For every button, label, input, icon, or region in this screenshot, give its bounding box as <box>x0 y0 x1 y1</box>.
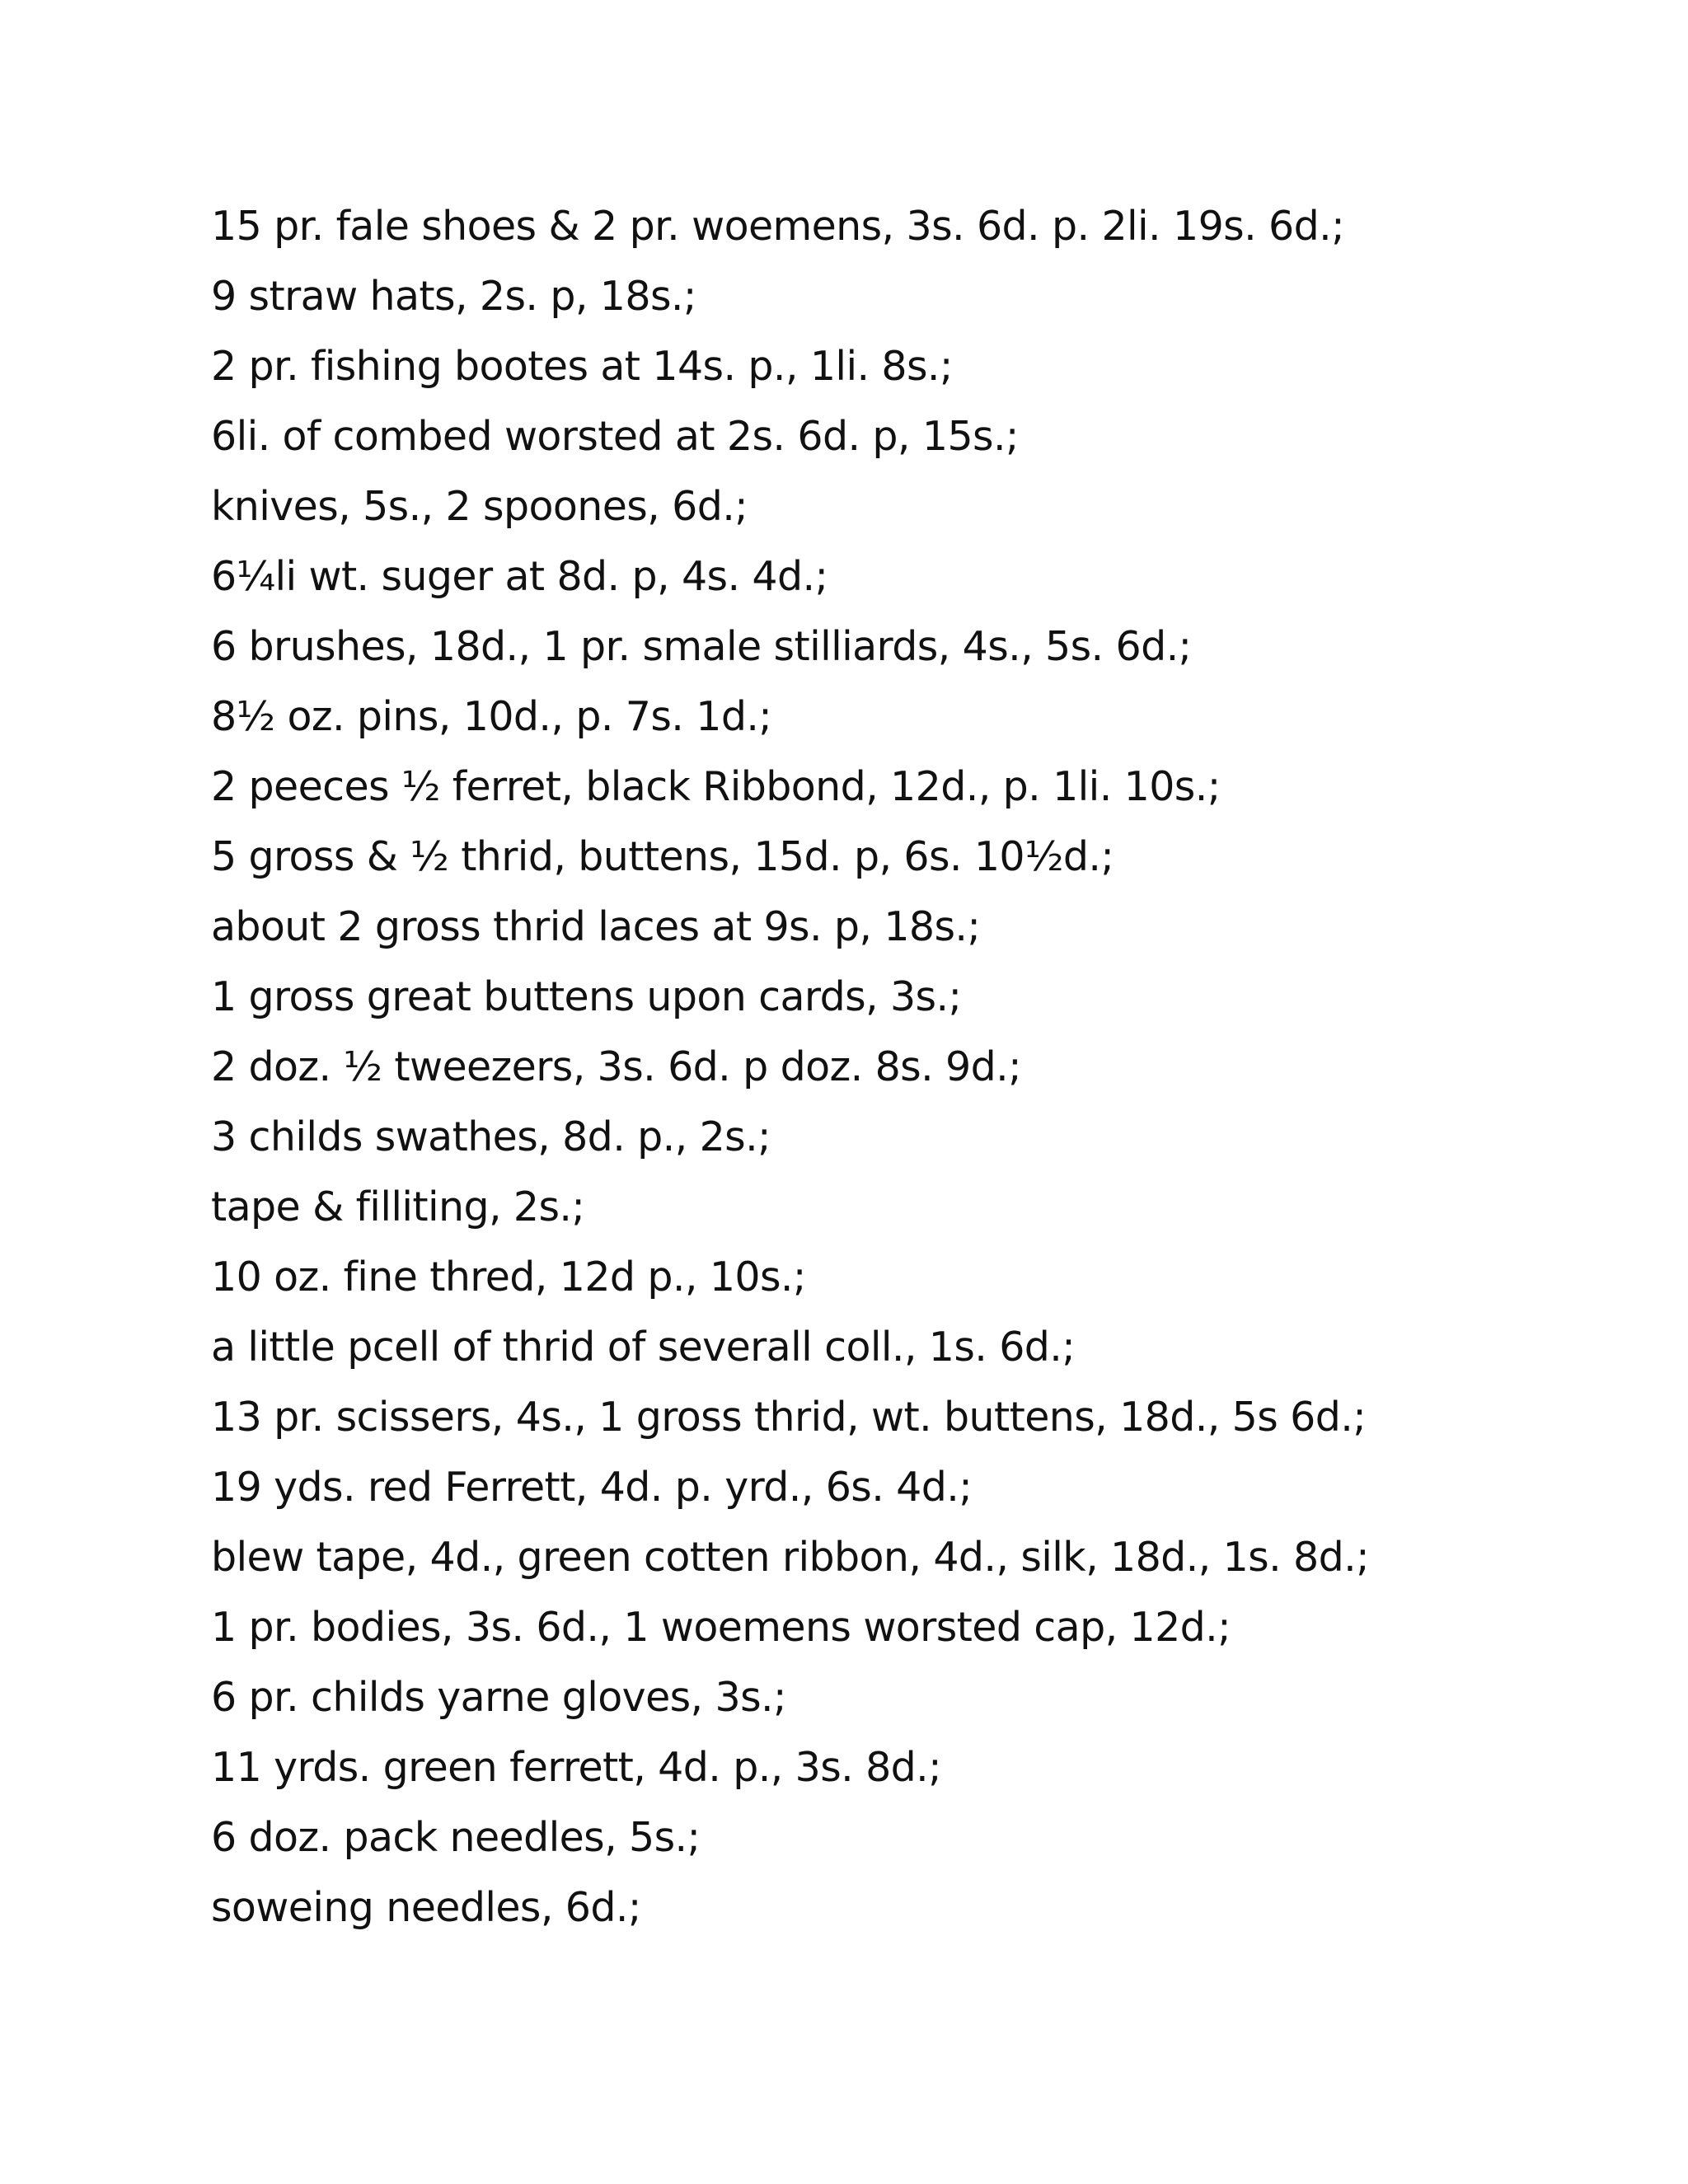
inventory-line: a little pcell of thrid of severall coll., 1s. 6d.; <box>211 1324 1076 1371</box>
inventory-line: 6li. of combed worsted at 2s. 6d. p, 15s.; <box>211 413 1019 460</box>
inventory-line: 6 doz. pack needles, 5s.; <box>211 1814 701 1861</box>
inventory-line: 1 pr. bodies, 3s. 6d., 1 woemens worsted cap, 12d.; <box>211 1604 1231 1651</box>
inventory-line: 10 oz. fine thred, 12d p., 10s.; <box>211 1254 806 1301</box>
inventory-line: 3 childs swathes, 8d. p., 2s.; <box>211 1113 771 1160</box>
inventory-line: 15 pr. fale shoes & 2 pr. woemens, 3s. 6d. p. 2li. 19s. 6d.; <box>211 203 1344 250</box>
inventory-line: 13 pr. scissers, 4s., 1 gross thrid, wt. buttens, 18d., 5s 6d.; <box>211 1394 1367 1441</box>
inventory-line: 2 peeces ½ ferret, black Ribbond, 12d., p. 1li. 10s.; <box>211 763 1221 810</box>
inventory-list <box>211 191 1612 1943</box>
inventory-line: 6 brushes, 18d., 1 pr. smale stilliards, 4s., 5s. 6d.; <box>211 623 1192 670</box>
inventory-line: 9 straw hats, 2s. p, 18s.; <box>211 273 696 320</box>
inventory-line: 2 doz. ½ tweezers, 3s. 6d. p doz. 8s. 9d.; <box>211 1043 1021 1090</box>
inventory-line: 5 gross & ½ thrid, buttens, 15d. p, 6s. 10½d.; <box>211 833 1114 880</box>
inventory-line: blew tape, 4d., green cotten ribbon, 4d., silk, 18d., 1s. 8d.; <box>211 1534 1370 1581</box>
inventory-line: soweing needles, 6d.; <box>211 1884 641 1931</box>
inventory-line: 8½ oz. pins, 10d., p. 7s. 1d.; <box>211 693 772 740</box>
inventory-line: about 2 gross thrid laces at 9s. p, 18s.; <box>211 903 981 950</box>
inventory-line: 2 pr. fishing bootes at 14s. p., 1li. 8s.; <box>211 343 953 390</box>
inventory-line: 6 pr. childs yarne gloves, 3s.; <box>211 1674 786 1721</box>
inventory-line: 6¼li wt. suger at 8d. p, 4s. 4d.; <box>211 553 828 600</box>
inventory-line: 19 yds. red Ferrett, 4d. p. yrd., 6s. 4d.; <box>211 1464 973 1511</box>
inventory-line: 11 yrds. green ferrett, 4d. p., 3s. 8d.; <box>211 1744 942 1791</box>
inventory-line: 1 gross great buttens upon cards, 3s.; <box>211 973 962 1020</box>
inventory-line: tape & filliting, 2s.; <box>211 1183 585 1230</box>
inventory-line: knives, 5s., 2 spoones, 6d.; <box>211 483 748 530</box>
